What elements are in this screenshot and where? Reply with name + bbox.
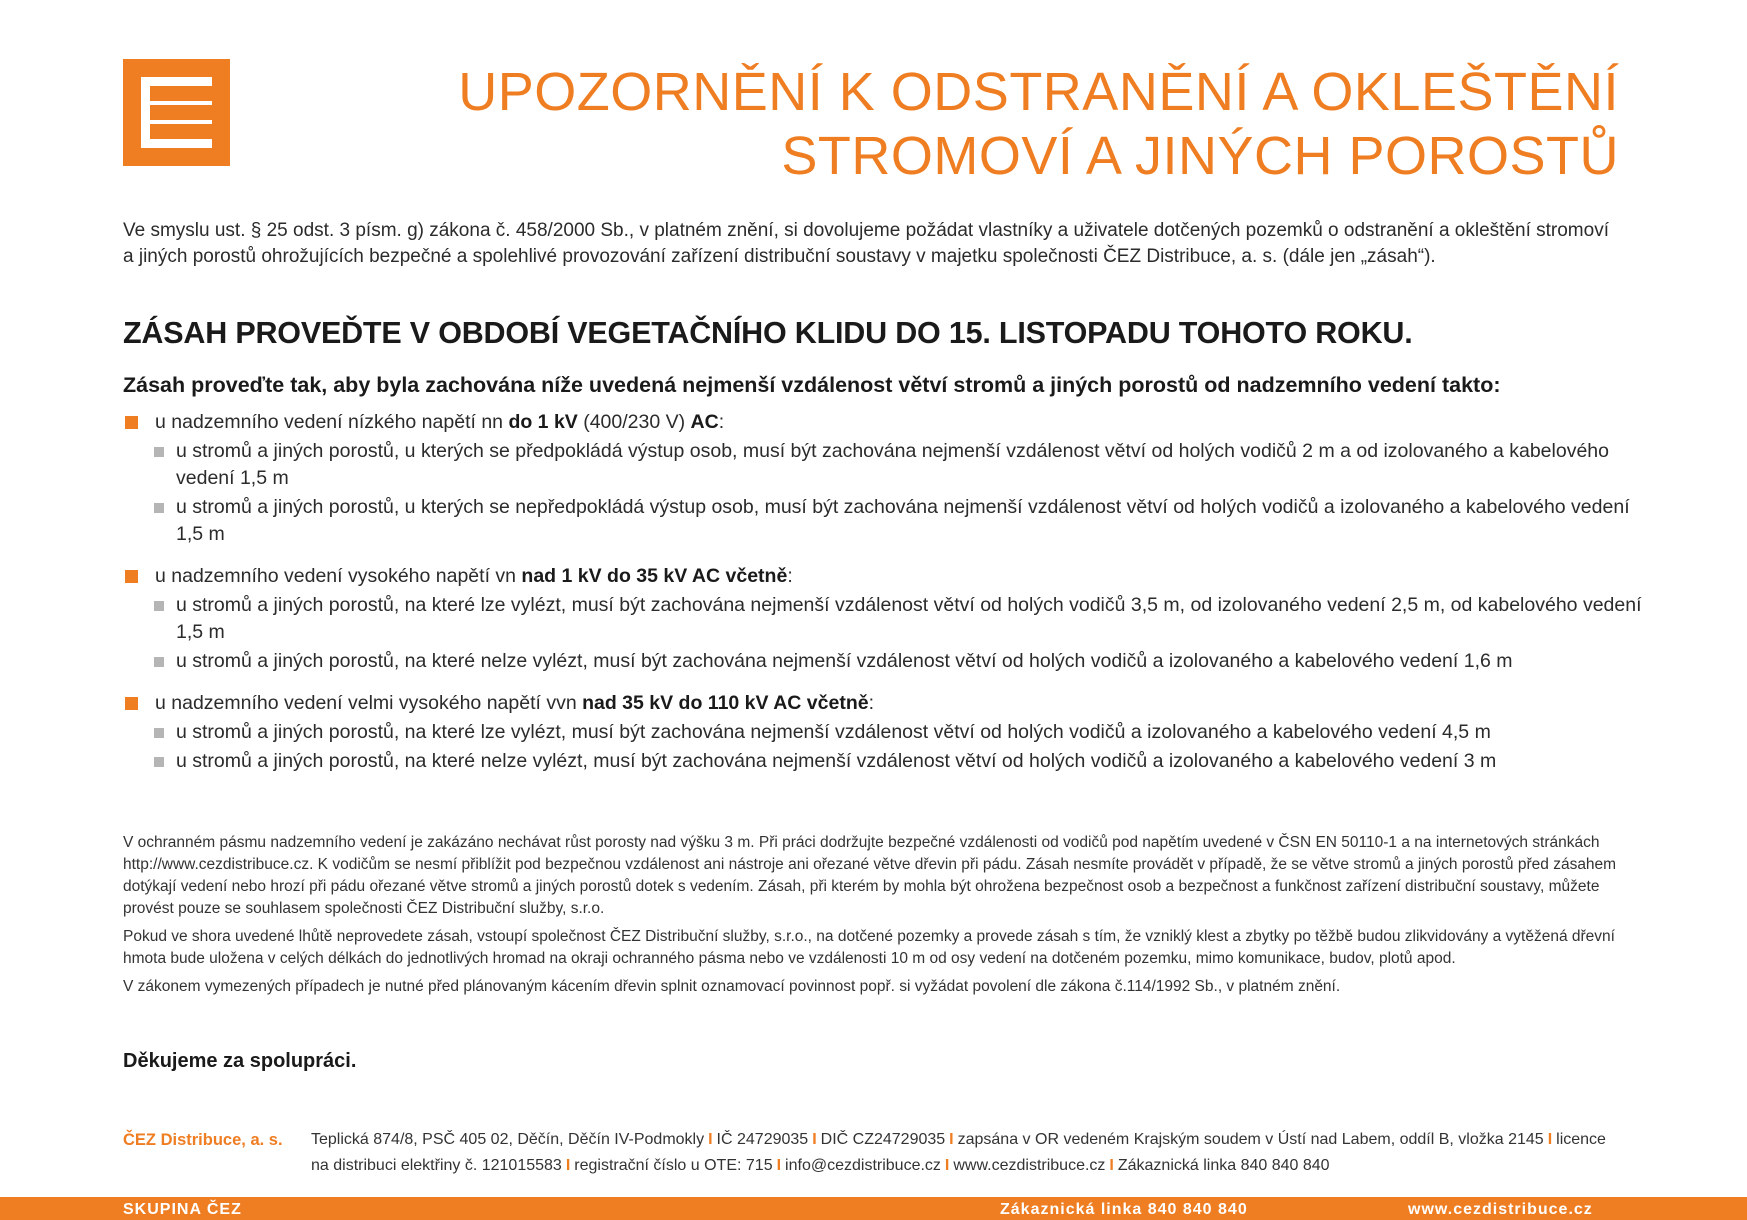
fine-print bbox=[123, 832, 1623, 1004]
bottom-bar bbox=[0, 1197, 1747, 1220]
title-line-1: UPOZORNĚNÍ K ODSTRANĚNÍ A OKLEŠTĚNÍ bbox=[458, 62, 1619, 122]
gray-square-bullet-icon bbox=[154, 503, 164, 513]
voltage-sections bbox=[123, 408, 1643, 789]
hotline-label: Zákaznická linka 840 840 840 bbox=[1000, 1201, 1248, 1218]
website-link[interactable]: www.cezdistribuce.cz bbox=[953, 1157, 1106, 1174]
company-name: ČEZ Distribuce, a. s. bbox=[123, 1131, 283, 1149]
section-high-voltage bbox=[123, 562, 1643, 675]
fine-print-paragraph: V ochranném pásmu nadzemního vedení je zakázáno nechávat růst porosty nad výšku 3 m. Při práci dodržujte bezpečné vzdálenosti od vodičů pod napětím uvedené v ČSN EN 50110-1 a na internetových stránkách http://www.cezdistribuce.cz. K vodičům se nesmí přiblížit pod bezpečnou vzdálenost ani nástroje ani ořezané větve dřevin při pádu. Zásah nesmíte provádět v případě, že se větve stromů a jiných porostů před zásahem dotýkají vedení nebo hrozí při pádu ořezané větve stromů a jiných porostů dotek s vedením. Zásah, při kterém by mohla být ohrožena bezpečnost osob a bezpečnost a funkčnost zařízení distribuční soustavy, můžete provést pouze se souhlasem společnosti ČEZ Distribuční služby, s.r.o. bbox=[123, 834, 1617, 917]
orange-square-bullet-icon bbox=[125, 570, 138, 583]
thanks-text: Děkujeme za spolupráci. bbox=[123, 1050, 357, 1072]
gray-square-bullet-icon bbox=[154, 728, 164, 738]
website-label[interactable]: www.cezdistribuce.cz bbox=[1408, 1201, 1593, 1218]
section-low-voltage bbox=[123, 408, 1643, 548]
page-title bbox=[419, 60, 1619, 188]
list-item: u stromů a jiných porostů, u kterých se předpokládá výstup osob, musí být zachována nejmenší vzdálenost větví od holých vodičů 2 m a od izolovaného a kabelového vedení 1,5 m bbox=[123, 438, 1643, 492]
section-heading: u nadzemního vedení velmi vysokého napětí vvn nad 35 kV do 110 kV AC včetně: bbox=[123, 689, 1643, 717]
list-item: u stromů a jiných porostů, u kterých se nepředpokládá výstup osob, musí být zachována nejmenší vzdálenost větví od holých vodičů a izolovaného a kabelového vedení 1,5 m bbox=[123, 494, 1643, 548]
list-item: u stromů a jiných porostů, na které nelze vylézt, musí být zachována nejmenší vzdálenost větví od holých vodičů a izolovaného a kabelového vedení 3 m bbox=[123, 748, 1643, 775]
list-item: u stromů a jiných porostů, na které lze vylézt, musí být zachována nejmenší vzdálenost větví od holých vodičů a izolovaného a kabelového vedení 4,5 m bbox=[123, 719, 1643, 746]
section-heading: u nadzemního vedení nízkého napětí nn do 1 kV (400/230 V) AC: bbox=[123, 408, 1643, 436]
section-heading: u nadzemního vedení vysokého napětí vn nad 1 kV do 35 kV AC včetně: bbox=[123, 562, 1643, 590]
fine-print-paragraph: Pokud ve shora uvedené lhůtě neprovedete zásah, vstoupí společnost ČEZ Distribuční služby, s.r.o., na dotčené pozemky a provede zásah s tím, že vzniklý klest a zbytky po těžbě budou zlikvidovány a vytěžená dřevní hmota bude uložena v celých délkách do jednotlivých hromad na okraji ochranného pásma nebo ve vzdálenosti 10 m od osy vedení na dotčeném pozemku, mimo komunikace, budov, plotů apod. bbox=[123, 928, 1615, 967]
gray-square-bullet-icon bbox=[154, 447, 164, 457]
intro-paragraph: Ve smyslu ust. § 25 odst. 3 písm. g) zákona č. 458/2000 Sb., v platném znění, si dovolujeme požádat vlastníky a uživatele dotčených pozemků o odstranění a okleštění stromoví a jiných porostů ohrožujících bezpečné a spolehlivé provozování zařízení distribuční soustavy v majetku společnosti ČEZ Distribuce, a. s. (dále jen „zásah“). bbox=[123, 220, 1609, 267]
company-address: Teplická 874/8, PSČ 405 02, Děčín, Děčín IV-Podmokly I IČ 24729035 I DIČ CZ24729035 I zapsána v OR vedeném Krajským soudem v Ústí nad Labem, oddíl B, vložka 2145 I licence na distribuci elektřiny č. 121015583 I registrační číslo u OTE: 715 I info@cezdistribuce.cz I www.cezdistribuce.cz I Zákaznická linka 840 840 840 bbox=[311, 1131, 1606, 1174]
list-item: u stromů a jiných porostů, na které nelze vylézt, musí být zachována nejmenší vzdálenost větví od holých vodičů a izolovaného a kabelového vedení 1,6 m bbox=[123, 648, 1643, 675]
fine-print-paragraph: V zákonem vymezených případech je nutné před plánovaným kácením dřevin splnit oznamovací povinnost popř. si vyžádat povolení dle zákona č.114/1992 Sb., v platném znění. bbox=[123, 978, 1341, 995]
title-line-2: STROMOVÍ A JINÝCH POROSTŮ bbox=[781, 126, 1619, 186]
cez-logo bbox=[123, 59, 230, 166]
email-link[interactable]: info@cezdistribuce.cz bbox=[785, 1157, 941, 1174]
gray-square-bullet-icon bbox=[154, 601, 164, 611]
subheadline: Zásah proveďte tak, aby byla zachována níže uvedená nejmenší vzdálenost větví stromů a jiných porostů od nadzemního vedení takto: bbox=[123, 373, 1501, 397]
list-item: u stromů a jiných porostů, na které lze vylézt, musí být zachována nejmenší vzdálenost větví od holých vodičů 3,5 m, od izolovaného vedení 2,5 m, od kabelového vedení 1,5 m bbox=[123, 592, 1643, 646]
group-label: SKUPINA ČEZ bbox=[123, 1201, 242, 1218]
gray-square-bullet-icon bbox=[154, 757, 164, 767]
section-very-high-voltage bbox=[123, 689, 1643, 775]
gray-square-bullet-icon bbox=[154, 657, 164, 667]
orange-square-bullet-icon bbox=[125, 697, 138, 710]
cez-logo-icon bbox=[141, 77, 212, 148]
orange-square-bullet-icon bbox=[125, 416, 138, 429]
headline: ZÁSAH PROVEĎTE V OBDOBÍ VEGETAČNÍHO KLIDU DO 15. LISTOPADU TOHOTO ROKU. bbox=[123, 316, 1413, 350]
